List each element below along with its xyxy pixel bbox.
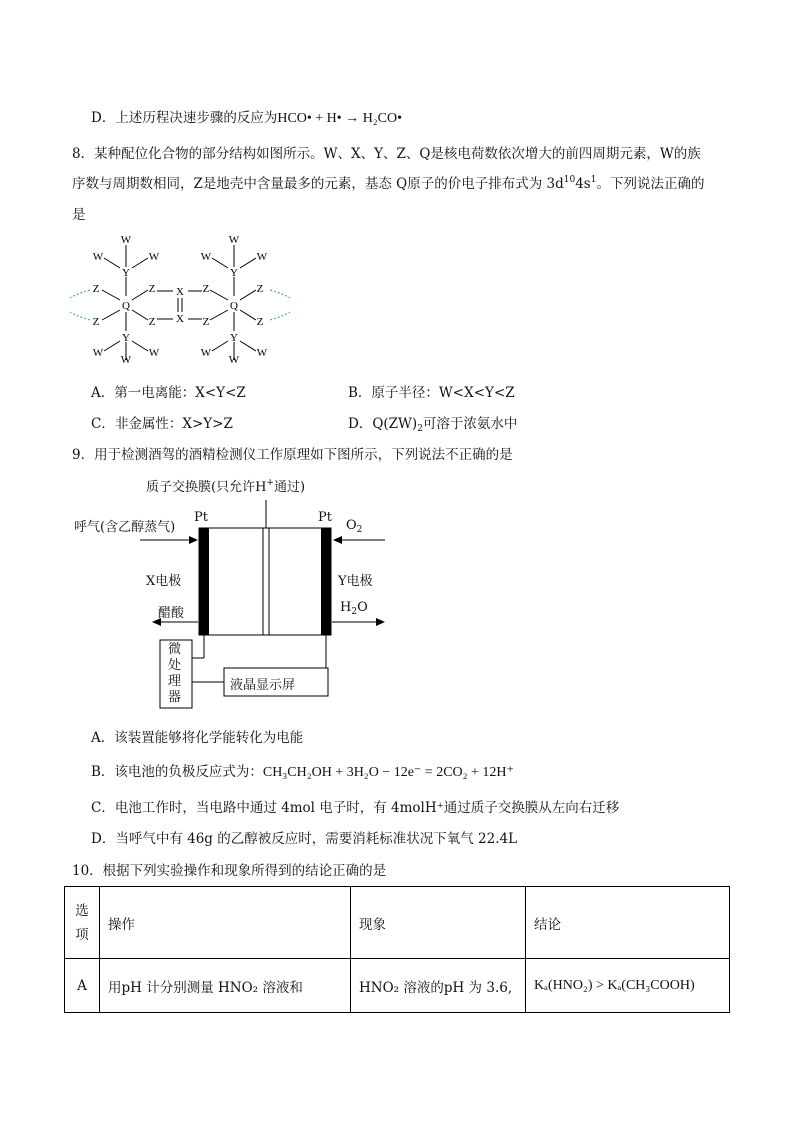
- q8-option-d-a: D．Q(ZW): [348, 416, 418, 432]
- q9-fuel-cell-diagram: [70, 472, 400, 712]
- svg-text:W: W: [228, 354, 240, 363]
- q9-h2o-o: O: [357, 600, 368, 615]
- svg-text:Z: Z: [148, 316, 156, 328]
- table-cell-option: A: [65, 959, 100, 1013]
- svg-text:X: X: [176, 313, 184, 325]
- q9-lcd-label: 液晶显示屏: [230, 678, 296, 693]
- q9-y-electrode-label: Y电极: [338, 574, 373, 589]
- table-header-option-line2: 项: [75, 926, 89, 943]
- q8-option-b: B．原子半径：W<X<Y<Z: [348, 385, 515, 401]
- q8-option-a: A．第一电离能：X<Y<Z: [91, 385, 246, 401]
- q8-stem-line2-a: 序数与周期数相同，Z是地壳中含量最多的元素，基态 Q原子的价电子排布式为 3d: [72, 176, 564, 192]
- svg-text:W: W: [228, 234, 240, 246]
- q8-option-d-b: 可溶于浓氨水中: [422, 416, 518, 432]
- q8-diagram-x: X: [176, 286, 184, 298]
- q9-o2-o: O: [346, 518, 357, 533]
- q8-diagram-q: Q: [122, 300, 130, 312]
- svg-text:Y: Y: [230, 332, 238, 344]
- table-cell-conclusion: Kₐ(HNO₂) > Kₐ(CH₃COOH): [526, 959, 730, 1013]
- q8-stem-line3: 是: [72, 207, 86, 223]
- svg-text:Z: Z: [202, 316, 210, 328]
- q9-option-d: D．当呼气中有 46g 的乙醇被反应时，需要消耗标准状况下氧气 22.4L: [91, 831, 518, 847]
- q9-option-b-text: B．该电池的负极反应式为：: [91, 764, 263, 780]
- q9-option-c: C．电池工作时，当电路中通过 4mol 电子时，有 4molH⁺通过质子交换膜从左向右迁移: [91, 800, 620, 816]
- svg-text:W: W: [200, 251, 212, 263]
- svg-text:Y: Y: [230, 267, 238, 279]
- q9-stem: 9．用于检测酒驾的酒精检测仪工作原理如下图所示，下列说法不正确的是: [72, 447, 513, 463]
- table-cell-phenomenon: HNO₂ 溶液的pH 为 3.6,: [351, 959, 526, 1013]
- q9-membrane-label-b: 通过): [273, 480, 306, 495]
- q8-stem-line2: [72, 174, 704, 196]
- svg-text:W: W: [92, 251, 104, 263]
- table-cell-operation: 用pH 计分别测量 HNO₂ 溶液和: [100, 959, 351, 1013]
- q9-microprocessor-char-4: 器: [168, 690, 182, 705]
- q9-option-b: [91, 762, 514, 783]
- svg-text:Z: Z: [92, 316, 100, 328]
- svg-text:W: W: [148, 347, 160, 359]
- q9-microprocessor-char-1: 微: [168, 642, 182, 657]
- table-header-phenomenon: 现象: [351, 887, 526, 959]
- table-row: [65, 959, 730, 1013]
- q8-diagram-y: Y: [122, 267, 130, 279]
- q9-microprocessor-label: [168, 642, 186, 706]
- q10-table: [64, 886, 730, 1013]
- q9-acetic-acid-label: 醋酸: [158, 606, 185, 621]
- table-header-option: [65, 887, 100, 959]
- q8-option-c: C．非金属性：X>Y>Z: [91, 416, 233, 432]
- q8-stem-sup2: 1: [590, 175, 597, 185]
- svg-text:Z: Z: [256, 283, 264, 295]
- svg-text:Z: Z: [202, 283, 210, 295]
- svg-text:W: W: [256, 347, 268, 359]
- q9-o2-label: [346, 518, 362, 533]
- q8-option-d: [348, 414, 517, 436]
- q9-breath-label: 呼气(含乙醇蒸气): [74, 520, 176, 535]
- q8-stem-line2-c: 。下列说法正确的: [596, 176, 705, 192]
- q8-stem-line2-b: 4s: [575, 176, 591, 192]
- q9-o2-sub: 2: [356, 525, 363, 535]
- q8-diagram-w: W: [120, 234, 132, 246]
- q9-microprocessor-char-3: 理: [168, 674, 182, 689]
- svg-text:W: W: [120, 354, 132, 363]
- q9-microprocessor-char-2: 处: [168, 658, 182, 673]
- q9-x-electrode-label: X电极: [146, 574, 182, 589]
- q10-stem: 10．根据下列实验操作和现象所得到的结论正确的是: [72, 863, 387, 879]
- q8-stem-sup1: 10: [563, 175, 576, 185]
- q8-stem-line1: 8．某种配位化合物的部分结构如图所示。W、X、Y、Z、Q是核电荷数依次增大的前四周期元素，W的族: [72, 146, 701, 162]
- q9-h2o-label: [340, 600, 368, 615]
- table-header-operation: 操作: [100, 887, 351, 959]
- svg-text:Q: Q: [230, 300, 238, 312]
- q9-pt-right: Pt: [318, 510, 332, 525]
- q9-membrane-label-sup: +: [266, 478, 274, 488]
- svg-text:Z: Z: [148, 283, 156, 295]
- table-header-row: [65, 887, 730, 959]
- q7-option-d-formula: HCO• + H• → H₂CO•: [277, 111, 403, 126]
- q9-h2o-h: H: [340, 600, 352, 615]
- q9-pt-left: Pt: [194, 510, 208, 525]
- q9-membrane-label-a: 质子交换膜(只允许H: [146, 480, 267, 495]
- q9-option-a: A．该装置能够将化学能转化为电能: [91, 730, 304, 746]
- svg-text:Z: Z: [256, 316, 264, 328]
- q8-option-d-sub: 2: [417, 424, 423, 434]
- table-header-conclusion: 结论: [526, 887, 730, 959]
- q9-option-b-formula: CH₃CH₂OH + 3H₂O − 12e⁻ = 2CO₂ + 12H⁺: [262, 765, 514, 780]
- svg-text:W: W: [200, 347, 212, 359]
- svg-text:W: W: [92, 347, 104, 359]
- q7-option-d: [91, 108, 402, 129]
- q9-h2o-sub: 2: [351, 607, 358, 617]
- q8-structure-diagram: [60, 228, 300, 363]
- q7-option-d-text: D．上述历程决速步骤的反应为: [91, 110, 278, 126]
- svg-text:Y: Y: [122, 332, 130, 344]
- svg-text:W: W: [256, 251, 268, 263]
- svg-text:W: W: [148, 251, 160, 263]
- q8-diagram-z: Z: [92, 283, 100, 295]
- table-header-option-line1: 选: [75, 902, 89, 919]
